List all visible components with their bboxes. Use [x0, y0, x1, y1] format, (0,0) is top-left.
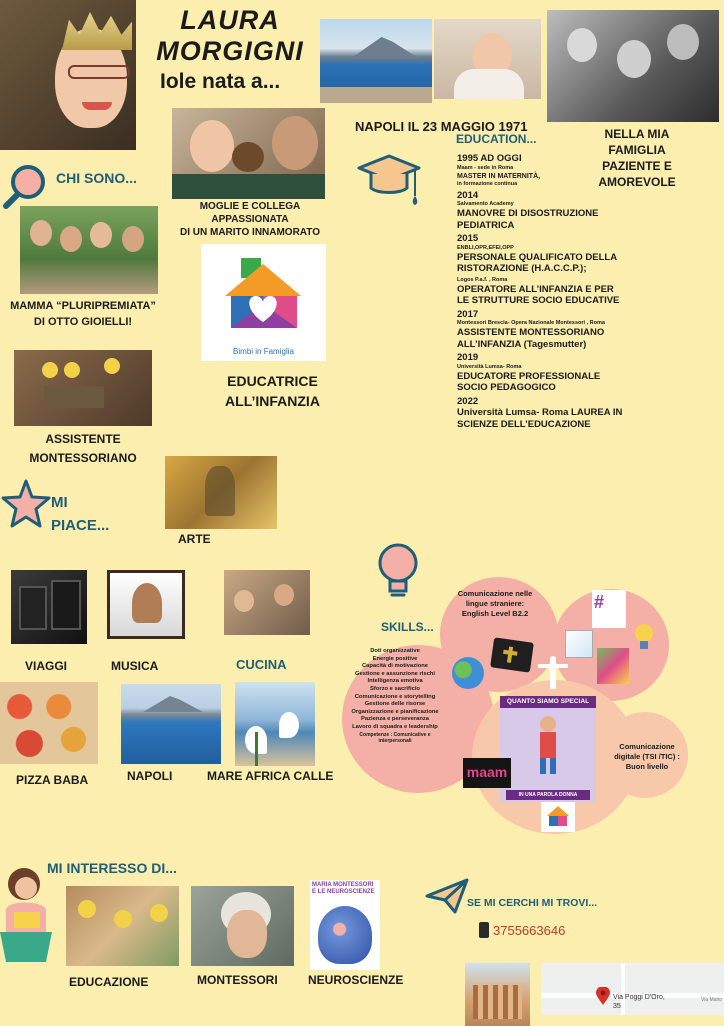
mi-piace-line: PIACE...	[51, 517, 110, 534]
colosseum-photo	[465, 963, 530, 1026]
education-source: Montessori Brescia- Opera Nazionale Montessori , Roma	[457, 320, 605, 326]
family-caption-line: FAMIGLIA	[608, 143, 666, 157]
skill-digital: Comunicazione digitale (TSI /TIC) : Buon livello	[614, 742, 680, 771]
soft-skill: Gestione e assunzione rischi	[355, 670, 435, 677]
music-photo	[107, 570, 185, 639]
educatrice-line: EDUCATRICE	[227, 373, 318, 389]
couple-caption-line: APPASSIONATA	[211, 214, 289, 225]
logo-text: Bimbi in Famiglia	[233, 347, 294, 356]
cooking-photo	[224, 570, 310, 635]
puzzle-card-icon	[597, 648, 629, 684]
assistente-line: MONTESSORIANO	[29, 451, 137, 465]
education-year: 2017	[457, 308, 479, 320]
star-icon	[0, 478, 52, 530]
art-photo	[165, 456, 277, 529]
small-logo-icon	[541, 802, 575, 832]
education-entry	[457, 396, 627, 431]
education-entry	[457, 233, 627, 275]
naples-photo	[320, 19, 432, 103]
place-napoli: NAPOLI	[127, 769, 173, 783]
family-caption-line: NELLA MIA	[604, 127, 670, 141]
soft-skill: Pazienza e perseveranza	[361, 716, 429, 723]
interest-montessori: MONTESSORI	[197, 973, 278, 987]
education-entry	[457, 153, 627, 188]
mother-caption-line: DI OTTO GIOIELLI!	[33, 316, 133, 328]
education-source: Salvamento Academy	[457, 201, 514, 207]
soft-skill: Organizzazione e pianificazione	[351, 708, 439, 715]
map-street-label: Via Mario	[701, 997, 723, 1003]
name-line-1: LAURA	[180, 5, 280, 35]
skill-languages: Comunicazione nelle lingue straniere: English Level B2.2	[457, 589, 533, 618]
neuroscience-book	[310, 880, 380, 970]
soft-skill: Energie positive	[372, 655, 418, 662]
bible-icon	[490, 637, 534, 672]
map[interactable]	[541, 963, 724, 1015]
education-entry	[457, 352, 627, 394]
arte-label: ARTE	[178, 532, 211, 546]
hobby-cucina: CUCINA	[236, 657, 287, 672]
couple-caption-line: DI UN MARITO INNAMORATO	[180, 227, 320, 238]
soft-skill: Capacità di motivazione	[361, 663, 429, 670]
soft-skill: Doti organizzative	[370, 648, 420, 654]
christ-statue-icon	[538, 655, 568, 689]
soft-skills-list	[350, 648, 440, 745]
bimbi-in-famiglia-logo	[201, 244, 326, 361]
education-title: MANOVRE DI DISOSTRUZIONE PEDIATRICA	[457, 208, 599, 231]
family-photo	[547, 10, 719, 122]
education-source: Logos P.a.f. , Roma	[457, 276, 508, 283]
education-list	[457, 153, 627, 430]
soft-skill: Competenze : Comunicative e interpersonali	[359, 731, 431, 745]
education-title: EDUCATORE PROFESSIONALE SOCIO PEDAGOGICO	[457, 370, 601, 393]
education-year: 2014	[457, 189, 479, 201]
interests-heading: MI INTERESSO DI...	[47, 860, 177, 876]
education-source: Maam - sede in Roma	[457, 164, 514, 171]
soft-skill: Lavoro di squadra e leadership	[352, 723, 438, 730]
mi-piace-heading	[51, 491, 109, 537]
book-title: MARIA MONTESSORI E LE NEUROSCIENZE	[312, 882, 375, 895]
couple-caption	[165, 200, 335, 239]
education-title: OPERATORE ALL’INFANZIA E PER LE STRUTTURE SOCIO EDUCATIVE	[457, 283, 620, 306]
education-source: ENBLI,OPR,EFEI,OPP	[457, 244, 514, 251]
travel-photo	[11, 570, 87, 644]
naples-bay-photo	[121, 684, 221, 764]
education-entry	[457, 277, 627, 307]
soft-skill: Comunicazione e storytelling	[354, 693, 436, 700]
magnifier-icon	[0, 160, 46, 212]
hobby-musica: MUSICA	[111, 659, 159, 673]
woman-illustration	[532, 714, 564, 776]
quanto-siamo-card	[500, 696, 596, 802]
born-heading: Iole nata a...	[160, 70, 281, 93]
education-title: MASTER IN MATERNITÀ,	[457, 172, 541, 180]
lightbulb-icon	[376, 541, 420, 603]
map-address: Via Poggi D'Oro, 35	[613, 994, 665, 1010]
educatrice-line: ALL’INFANZIA	[225, 393, 320, 409]
education-entry	[457, 190, 627, 232]
graduation-cap-icon	[357, 152, 421, 208]
education-year: 2019	[457, 352, 479, 363]
education-year: 2022	[457, 395, 479, 407]
baby-photo	[434, 19, 541, 99]
profile-photo	[0, 0, 136, 150]
girl-reading-illustration	[0, 862, 52, 970]
couple-photo	[172, 108, 325, 199]
kids-photo	[20, 206, 158, 294]
education-title: PERSONALE QUALIFICATO DELLA RISTORAZIONE (H.A.C.C.P.);	[457, 251, 617, 274]
education-title: ASSISTENTE MONTESSORIANO ALL’INFANZIA (Tagesmutter)	[457, 327, 605, 350]
montessori-class-photo	[14, 350, 152, 426]
assistente-line: ASSISTENTE	[45, 432, 121, 446]
mother-caption-line: MAMMA “PLURIPREMIATA”	[10, 300, 156, 312]
educatrice-heading	[205, 371, 340, 411]
education-source: Università Lumsa- Roma	[457, 363, 522, 370]
family-caption-line: AMOREVOLE	[598, 175, 676, 189]
family-caption-line: PAZIENTE E	[602, 159, 672, 173]
education-photo	[66, 886, 179, 966]
education-title: Università Lumsa- Roma LAUREA IN SCIENZE DELL’EDUCAZIONE	[457, 407, 623, 430]
hashtag-card	[592, 590, 626, 628]
education-extra: in formazione continua	[457, 180, 518, 187]
mi-piace-line: MI	[51, 494, 68, 511]
phone-icon	[479, 922, 489, 938]
maam-text: maam	[466, 764, 508, 780]
place-pizza-baba: PIZZA BABA	[16, 773, 89, 787]
education-entry	[457, 309, 627, 351]
couple-caption-line: MOGLIE E COLLEGA	[199, 201, 301, 212]
map-pin-icon	[596, 987, 610, 1005]
name-line-2: MORGIGNI	[156, 36, 304, 66]
montessori-portrait	[191, 886, 294, 966]
contact-heading: SE MI CERCHI MI TROVI...	[467, 897, 598, 909]
pizza-photo	[0, 682, 98, 764]
paper-plane-icon	[425, 876, 469, 916]
donna-banner: IN UNA PAROLA DONNA	[506, 790, 590, 800]
assistente-caption	[0, 430, 166, 468]
birth-place-date: NAPOLI IL 23 MAGGIO 1971	[355, 119, 528, 134]
hashtag-symbol: #	[594, 592, 605, 612]
soft-skill: Gestione delle risorse	[364, 701, 426, 708]
brain-illustration	[318, 906, 372, 964]
place-mare-africa: MARE AFRICA CALLE	[207, 769, 334, 783]
mother-caption	[0, 298, 172, 330]
education-heading: EDUCATION...	[456, 132, 537, 146]
idea-icon	[632, 622, 656, 652]
education-year: 1995 AD OGGI	[457, 153, 522, 164]
learning-card-icon	[565, 630, 593, 658]
maam-logo	[463, 758, 511, 788]
soft-skill: Sforzo e sacrificio	[370, 685, 420, 692]
soft-skill: Intelligenza emotiva	[367, 678, 423, 685]
interest-educazione: EDUCAZIONE	[69, 975, 149, 989]
lilies-photo	[235, 682, 315, 766]
skills-heading: SKILLS...	[381, 620, 434, 634]
chi-sono-heading: CHI SONO...	[56, 170, 137, 186]
phone-number[interactable]: 3755663646	[493, 923, 566, 938]
globe-icon	[452, 657, 484, 689]
quanto-banner: QUANTO SIAMO SPECIAL	[500, 696, 596, 708]
education-year: 2015	[457, 233, 479, 244]
interest-neuroscienze: NEUROSCIENZE	[308, 973, 404, 987]
hobby-viaggi: VIAGGI	[25, 659, 68, 673]
